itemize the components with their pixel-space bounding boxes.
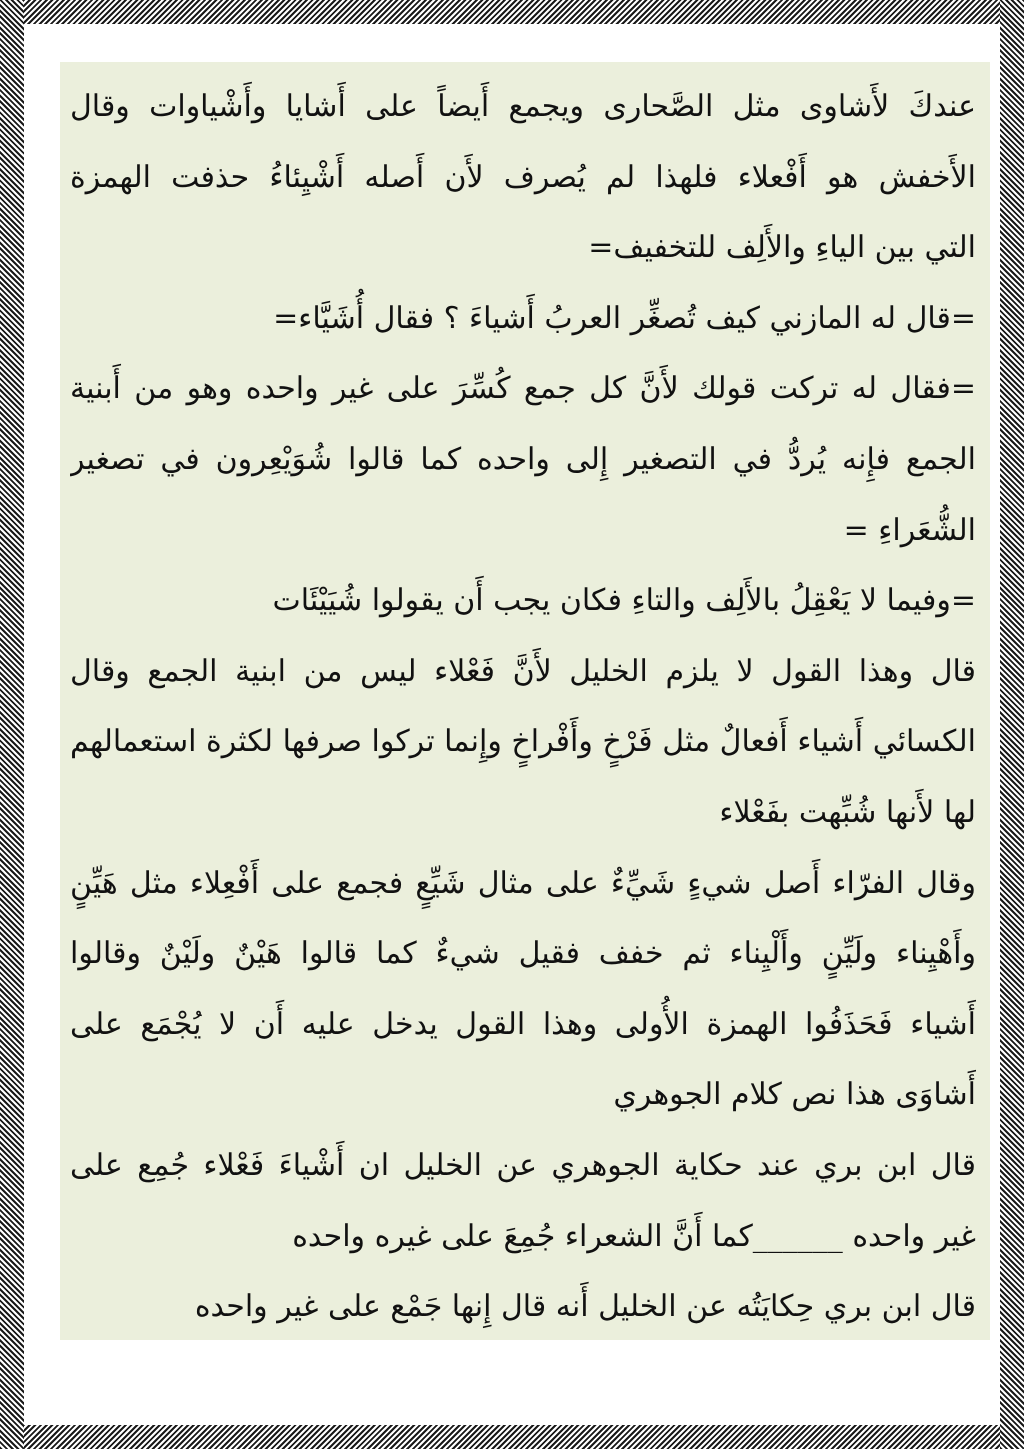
text-line: لها لأَنها شُبِّهت بفَعْلاء [719, 794, 976, 830]
text-line: وقال الفرّاء أَصل شيءٍ شَيِّءٌ على مثال شَيِّعٍ فجمع على أَفْعِلاء مثل هَيِّنٍ [70, 865, 976, 901]
text-line: قال وهذا القول لا يلزم الخليل لأَنَّ فَعْلاء ليس من ابنية الجمع وقال [70, 653, 976, 689]
text-line: الكسائي أَشياء أَفعالٌ مثل فَرْخٍ وأَفْراخٍ وإِنما تركوا صرفها لكثرة استعمالهم [70, 724, 976, 760]
decorative-border-right [1000, 0, 1024, 1449]
text-line: =قال له المازني كيف تُصغِّر العربُ أَشياءَ ؟ فقال أُشَيَّاء= [273, 300, 976, 336]
text-line: الشُّعَراءِ = [843, 512, 976, 548]
text-line: الأَخفش هو أَفْعلاء فلهذا لم يُصرف لأَن أَصله أَشْيِئاءُ حذفت الهمزة [70, 159, 976, 195]
decorative-border-bottom [0, 1425, 1024, 1449]
text-line: الجمع فإِنه يُردُّ في التصغير إِلى واحده كما قالوا شُوَيْعِرون في تصغير [70, 441, 976, 477]
text-line: التي بين الياءِ والأَلِف للتخفيف= [588, 230, 976, 266]
decorative-border-left [0, 0, 24, 1449]
decorative-border-top [0, 0, 1024, 24]
text-panel [60, 62, 990, 1340]
text-line: قال ابن بري عند حكاية الجوهري عن الخليل ان أَشْياءَ فَعْلاء جُمِع على [70, 1147, 976, 1183]
text-line: =فقال له تركت قولك لأَنَّ كل جمع كُسِّرَ على غير واحده وهو من أَبنية [70, 371, 976, 407]
text-line: غير واحده ______كما أَنَّ الشعراء جُمِعَ على غيره واحده [292, 1218, 976, 1254]
text-line: أَشاوَى هذا نص كلام الجوهري [613, 1077, 976, 1113]
text-line: عندكَ لأَشاوى مثل الصَّحارى ويجمع أَيضاً على أَشايا وأَشْياوات وقال [70, 89, 976, 124]
text-line: وأَهْيِناء ولَيِّنٍ وأَلْيِناء ثم خفف فقيل شيءٌ كما قالوا هَيْنٌ ولَيْنٌ وقالوا [70, 936, 976, 972]
text-line: =وفيما لا يَعْقِلُ بالأَلِف والتاءِ فكان يجب أَن يقولوا شُيَيْئَات [272, 583, 976, 619]
text-line: أَشياء فَحَذَفُوا الهمزة الأُولى وهذا القول يدخل عليه أَن لا يُجْمَع على [70, 1006, 976, 1042]
text-line: قال ابن بري حِكايَتُه عن الخليل أَنه قال إِنها جَمْع على غير واحده [194, 1289, 976, 1325]
